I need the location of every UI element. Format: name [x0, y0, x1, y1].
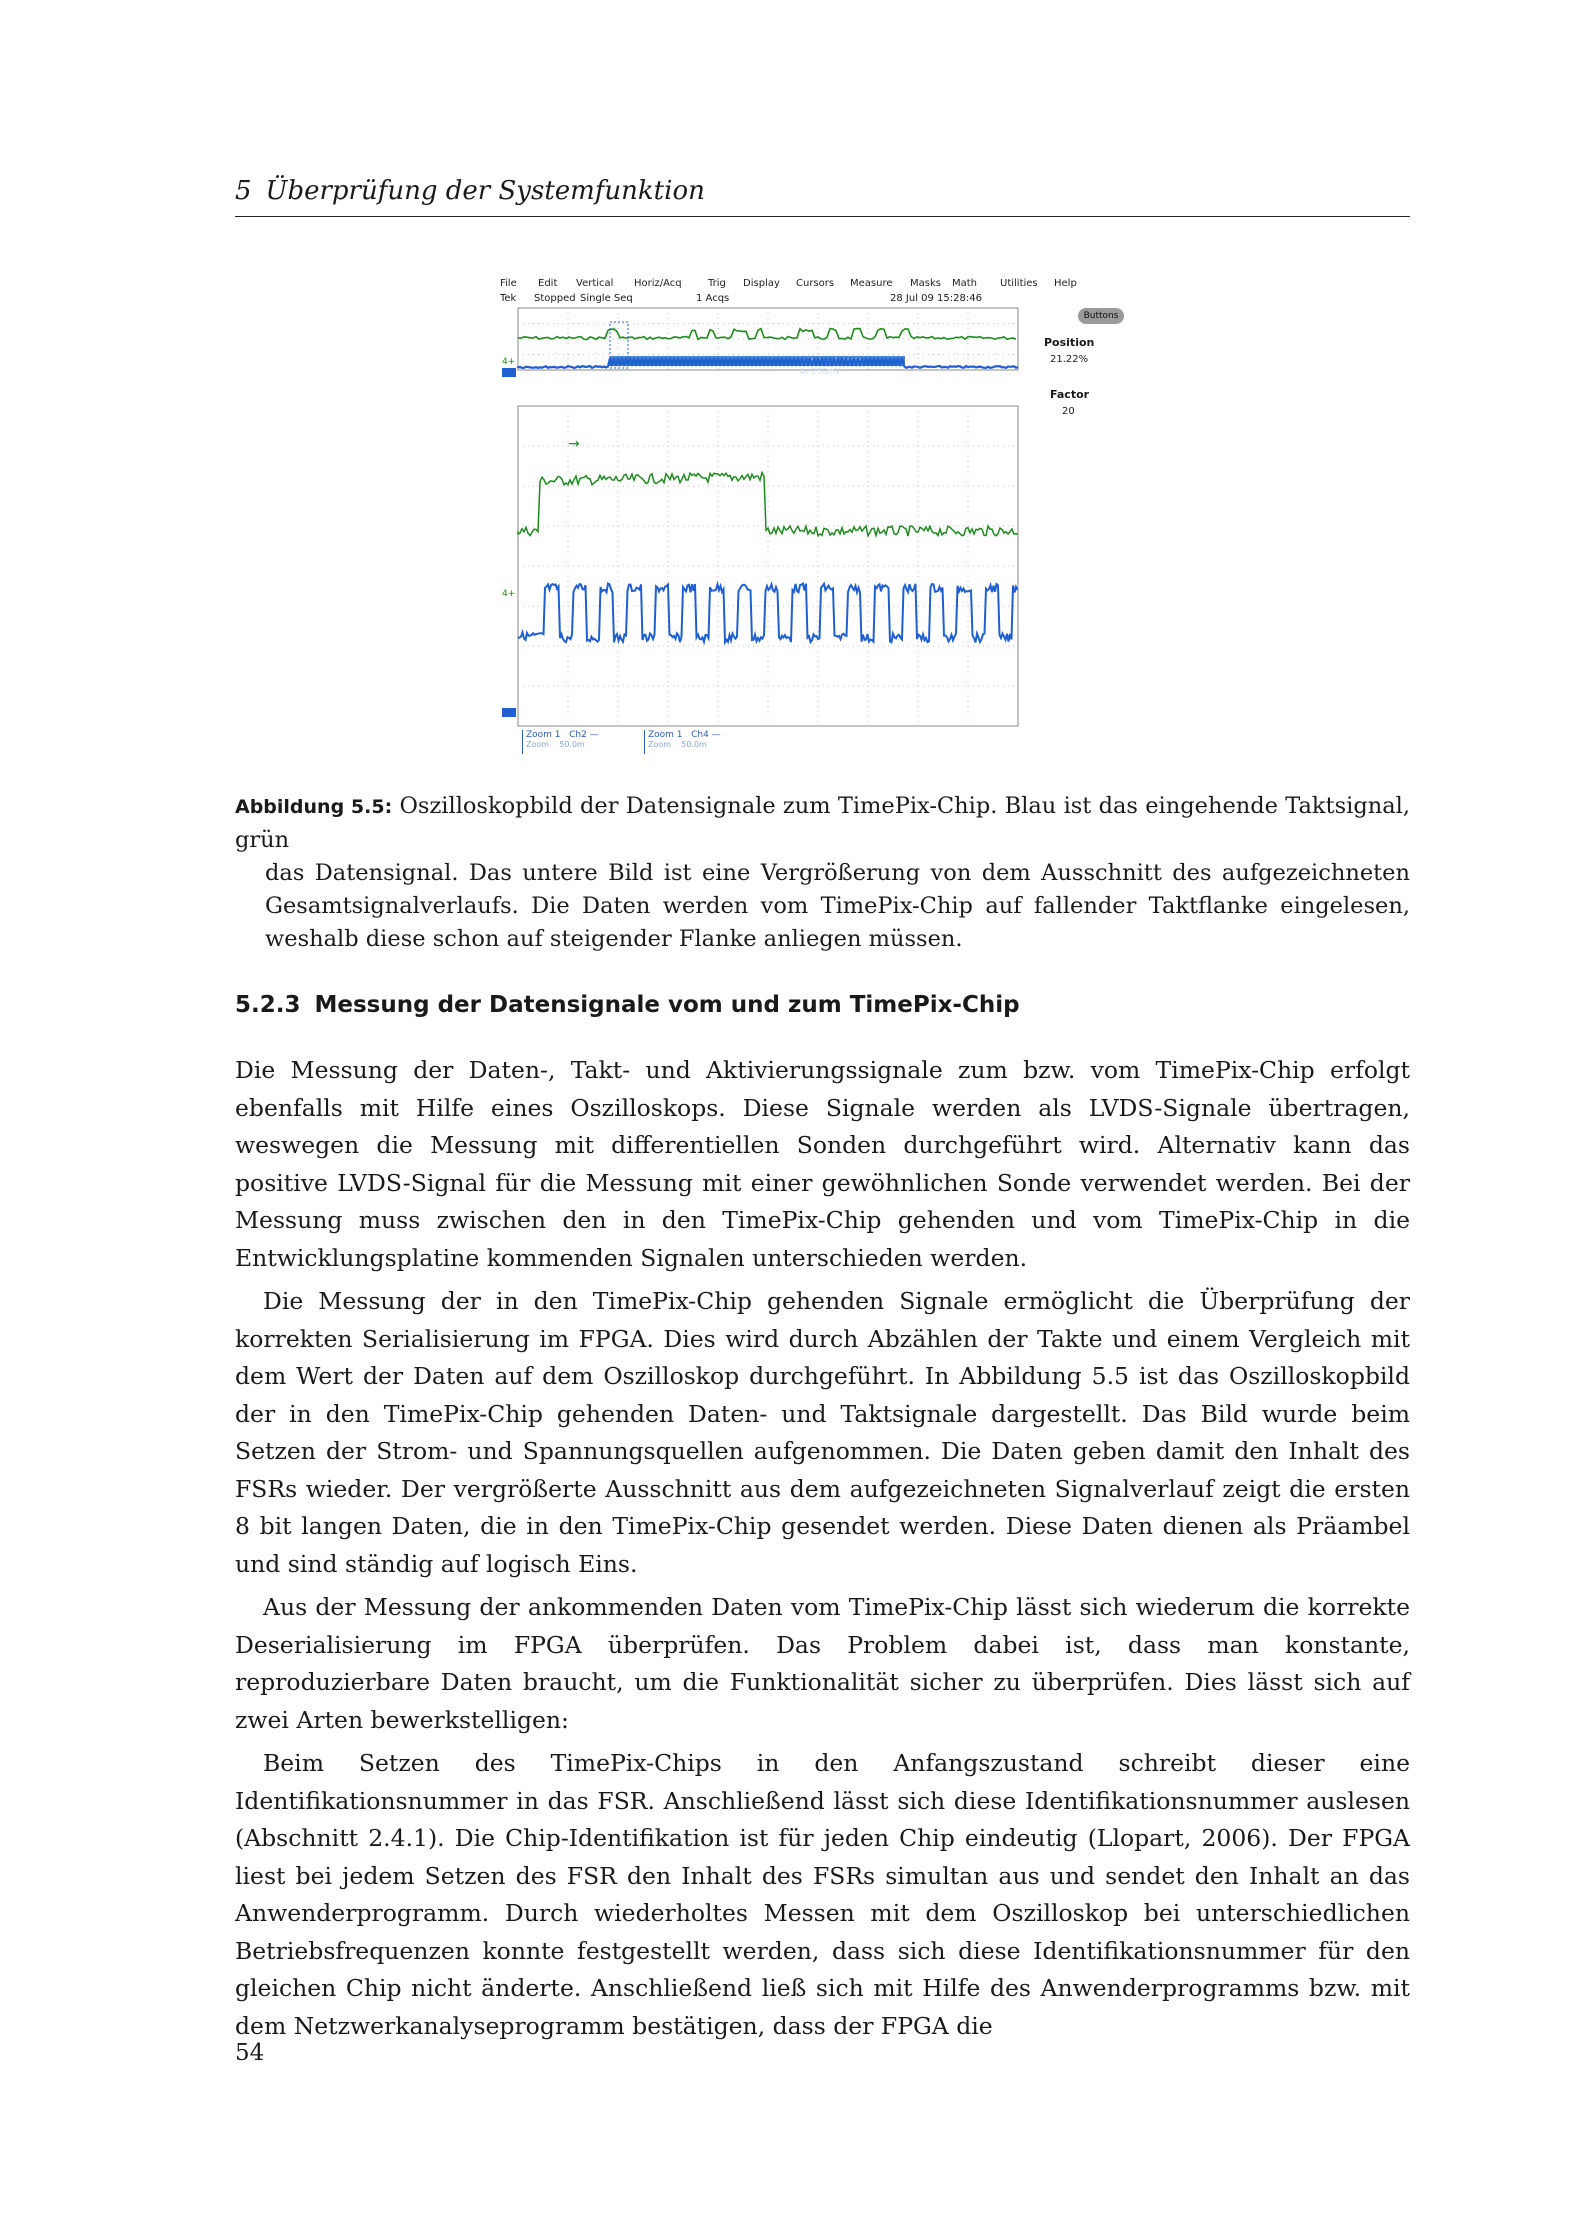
- zoom-tab-ch4-zoom: Zoom 1: [648, 730, 683, 740]
- trigger-arrow-icon: →: [568, 436, 580, 452]
- scope-display: [500, 276, 1150, 732]
- menu-item-trig[interactable]: Trig: [708, 278, 726, 289]
- menu-item-help[interactable]: Help: [1054, 278, 1077, 289]
- menu-item-horiz-acq[interactable]: Horiz/Acq: [634, 278, 682, 289]
- factor-label: Factor: [1050, 388, 1090, 401]
- figure-caption: [235, 790, 1410, 956]
- oscilloscope-figure: [500, 276, 1150, 756]
- running-header: [235, 172, 1410, 217]
- position-value: 21.22%: [1050, 354, 1089, 365]
- section-heading: [235, 992, 1020, 1018]
- zoom-tab-ch4-sub2: 50.0m: [681, 740, 707, 749]
- scope-brand: Tek: [500, 293, 517, 304]
- scope-acqs: 1 Acqs: [696, 293, 730, 304]
- caption-label: Abbildung 5.5:: [235, 796, 393, 818]
- scope-state: Stopped: [534, 293, 576, 304]
- menu-item-masks[interactable]: Masks: [910, 278, 941, 289]
- overview-readout-1: M 1.0µs 5.0GS/s: [800, 357, 865, 366]
- scope-datetime: 28 Jul 09 15:28:46: [890, 293, 982, 304]
- overview-readout-2: A ⁄ 250mV: [800, 367, 841, 376]
- zoom-tab-ch2-sub1: Zoom: [526, 740, 550, 749]
- zoom-tab-ch2-channel: Ch2 —: [569, 730, 599, 740]
- paragraph-1: Die Messung der Daten-, Takt- und Aktivierungssignale zum bzw. vom TimePix-Chip erfolgt ebenfalls mit Hilfe eines Oszilloskops. Diese Signale werden als LVDS-Signale übertragen, weswegen die Messung mit differentiellen Sonden durchgeführt wird. Alternativ kann das positive LVDS-Signal für die Messung mit einer gewöhnlichen Sonde verwendet werden. Bei der Messung muss zwischen den in den TimePix-Chip gehenden und vom TimePix-Chip in die Entwicklungsplatine kommenden Signalen unterschieden werden.: [235, 1056, 1410, 1272]
- menu-item-utilities[interactable]: Utilities: [1000, 278, 1038, 289]
- zoom-tab-ch2-sub2: 50.0m: [559, 740, 585, 749]
- zoom-tab-ch2[interactable]: [522, 730, 636, 754]
- menu-item-edit[interactable]: Edit: [538, 278, 558, 289]
- overview-marker-z4: [502, 368, 516, 377]
- menu-item-measure[interactable]: Measure: [850, 278, 893, 289]
- factor-value: 20: [1062, 406, 1075, 417]
- menu-item-cursors[interactable]: Cursors: [796, 278, 835, 289]
- zoom-tab-ch4[interactable]: [644, 730, 758, 754]
- caption-first-line: [235, 790, 1410, 857]
- scope-mode: Single Seq: [580, 293, 633, 304]
- zoom-marker-4: 4+: [502, 589, 516, 599]
- caption-text-first: Oszilloskopbild der Datensignale zum TimePix-Chip. Blau ist das eingehende Taktsignal, grün: [235, 793, 1411, 853]
- zoom-tab-ch4-sub1: Zoom: [648, 740, 672, 749]
- paragraph-3: Aus der Messung der ankommenden Daten vom TimePix-Chip lässt sich wiederum die korrekte Deserialisierung im FPGA überprüfen. Das Problem dabei ist, dass man konstante, reproduzierbare Daten braucht, um die Funktionalität sicher zu überprüfen. Dies lässt sich auf zwei Arten bewerkstelligen:: [235, 1593, 1410, 1734]
- zoom-tab-ch4-channel: Ch4 —: [691, 730, 721, 740]
- zoom-tab-ch4-sub: [648, 740, 758, 749]
- buttons-button[interactable]: Buttons: [1078, 308, 1124, 324]
- chapter-title: Überprüfung der Systemfunktion: [265, 176, 705, 206]
- chapter-number: 5: [235, 176, 252, 206]
- zoom-tab-ch2-zoom: Zoom 1: [526, 730, 561, 740]
- overview-marker-4: 4+: [502, 357, 516, 367]
- paragraph-4: Beim Setzen des TimePix-Chips in den Anfangszustand schreibt dieser eine Identifikationsnummer in das FSR. Anschließend lässt sich diese Identifikationsnummer auslesen (Abschnitt 2.4.1). Die Chip-Identifikation ist für jeden Chip eindeutig (Llopart, 2006). Der FPGA liest bei jedem Setzen des FSR den Inhalt des FSRs simultan aus und sendet den Inhalt an das Anwenderprogramm. Durch wiederholtes Messen mit dem Oszilloskop bei unterschiedlichen Betriebsfrequenzen konnte festgestellt werden, dass sich diese Identifikationsnummer für den gleichen Chip nicht änderte. Anschließend ließ sich mit Hilfe des Anwenderprogramms bzw. mit dem Netzwerkanalyseprogramm bestätigen, dass der FPGA die: [235, 1749, 1410, 2040]
- section-title: Messung der Datensignale vom und zum TimePix-Chip: [314, 992, 1020, 1018]
- zoom-marker-z4: [502, 708, 516, 717]
- menu-item-file[interactable]: File: [500, 278, 517, 289]
- paragraph-2: Die Messung der in den TimePix-Chip gehenden Signale ermöglicht die Überprüfung der korrekten Serialisierung im FPGA. Dies wird durch Abzählen der Takte und einem Vergleich mit dem Wert der Daten auf dem Oszilloskop durchgeführt. In Abbildung 5.5 ist das Oszilloskopbild der in den TimePix-Chip gehenden Daten- und Taktsignale dargestellt. Das Bild wurde beim Setzen der Strom- und Spannungsquellen aufgenommen. Die Daten geben damit den Inhalt des FSRs wieder. Der vergrößerte Ausschnitt aus dem aufgezeichneten Signalverlauf zeigt die ersten 8 bit langen Daten, die in den TimePix-Chip gesendet werden. Diese Daten dienen als Präambel und sind ständig auf logisch Eins.: [235, 1287, 1410, 1578]
- menu-item-vertical[interactable]: Vertical: [576, 278, 614, 289]
- zoom-tab-ch2-sub: [526, 740, 636, 749]
- menu-item-display[interactable]: Display: [743, 278, 780, 289]
- section-number: 5.2.3: [235, 992, 301, 1018]
- zoom-tabs: [522, 730, 762, 756]
- position-label: Position: [1044, 336, 1095, 349]
- menu-item-math[interactable]: Math: [952, 278, 978, 289]
- page-number: 54: [235, 2040, 265, 2066]
- body-text: [235, 1052, 1410, 2051]
- caption-text-rest: das Datensignal. Das untere Bild ist eine Vergrößerung von dem Ausschnitt des aufgezeichneten Gesamtsignalverlaufs. Die Daten werden vom TimePix-Chip auf fallender Taktflanke eingelesen, weshalb diese schon auf steigender Flanke anliegen müssen.: [265, 860, 1410, 952]
- header-text: [235, 176, 705, 206]
